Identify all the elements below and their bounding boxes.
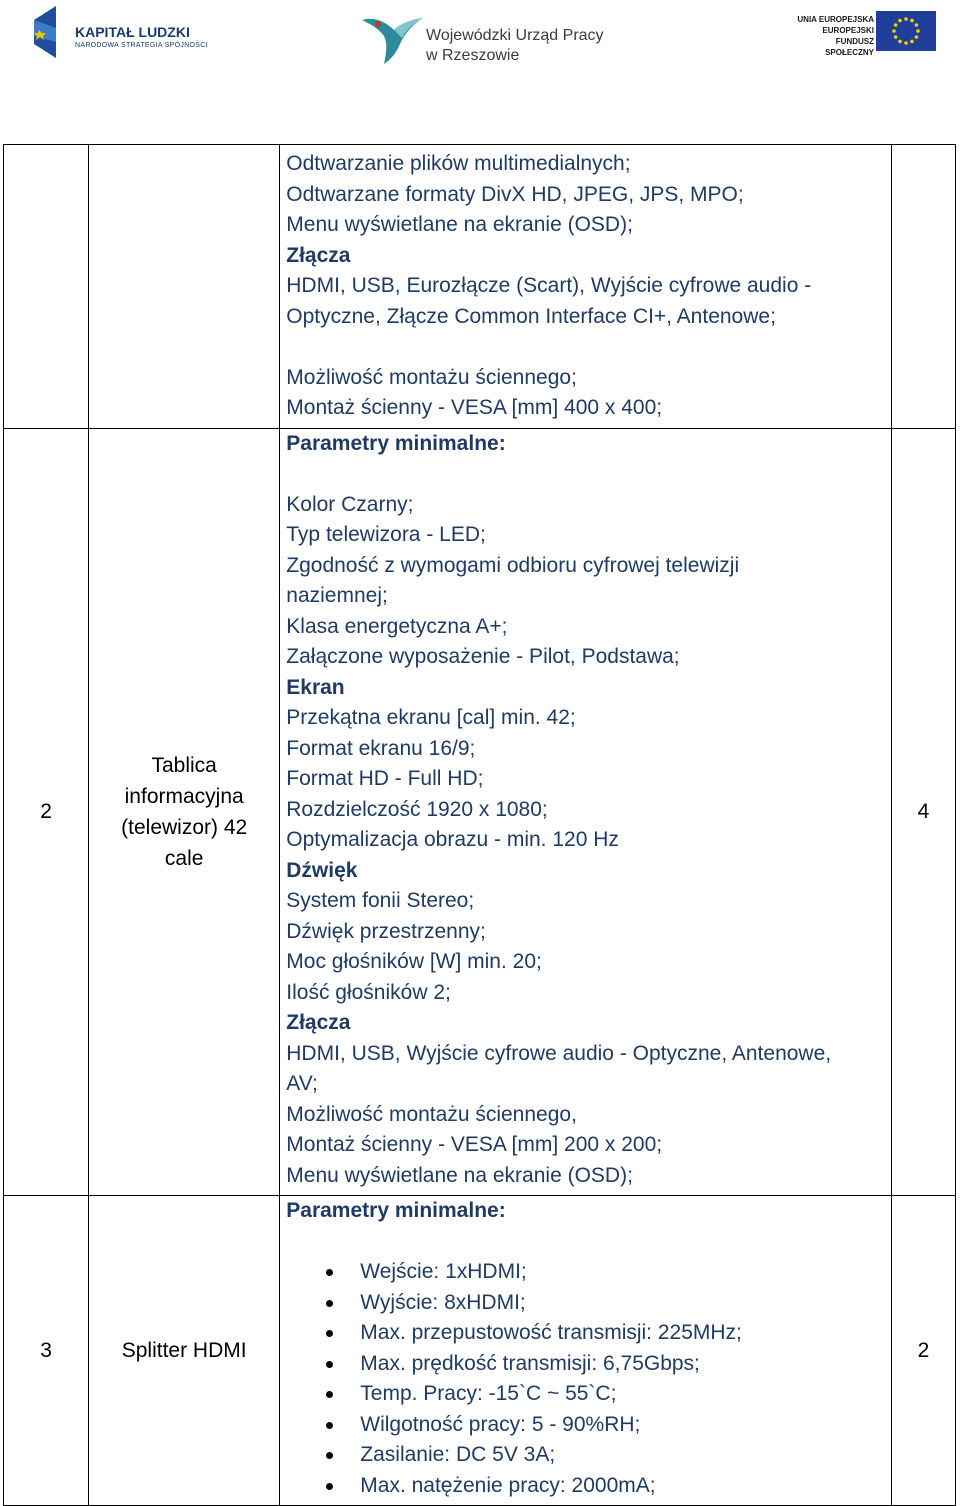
item-name-cell: Splitter HDMI xyxy=(89,1196,280,1506)
spec-line: Odtwarzanie plików multimedialnych; xyxy=(286,152,631,175)
wup-logo xyxy=(360,10,620,66)
eu-line2: EUROPEJSKI xyxy=(822,26,874,35)
spec-line: Format ekranu 16/9; xyxy=(286,736,476,760)
list-item: Max. prędkość transmisji: 6,75Gbps; xyxy=(286,1349,891,1380)
spec-line: Optymalizacja obrazu - min. 120 Hz xyxy=(286,828,619,851)
item-spec-cell xyxy=(280,145,892,429)
spec-line: Klasa energetyczna A+; xyxy=(286,614,508,638)
bird-icon xyxy=(360,10,424,64)
spec-line: Rozdzielczość 1920 x 1080; xyxy=(286,797,548,821)
list-item: Max. natężenie pracy: 2000mA; xyxy=(286,1471,891,1502)
spec-line: HDMI, USB, Wyjście cyfrowe audio - Optyczne, Antenowe, xyxy=(286,1041,832,1065)
spec-line: Menu wyświetlane na ekranie (OSD); xyxy=(286,213,633,236)
spec-line: Przekątna ekranu [cal] min. 42; xyxy=(286,706,576,729)
eu-line1: UNIA EUROPEJSKA xyxy=(797,15,874,24)
spec-section-heading: Złącza xyxy=(286,1011,351,1034)
spec-line: Ilość głośników 2; xyxy=(286,980,451,1004)
item-spec-cell xyxy=(280,1196,892,1506)
spec-line: naziemnej; xyxy=(286,584,388,607)
spec-line: Optyczne, Złącze Common Interface CI+, Antenowe; xyxy=(286,304,776,328)
spec-line: System fonii Stereo; xyxy=(286,889,475,912)
list-item: Max. przepustowość transmisji: 225MHz; xyxy=(286,1318,891,1349)
table-row-splitter xyxy=(4,1196,956,1506)
spec-line: AV; xyxy=(286,1072,318,1095)
spec-section-heading: Ekran xyxy=(286,675,345,699)
list-item: Temp. Pracy: -15`C ~ 55`C; xyxy=(286,1379,891,1410)
row-number-cell: 3 xyxy=(4,1196,89,1506)
kapital-ludzki-emblem-icon xyxy=(30,6,70,62)
kapital-ludzki-logo xyxy=(30,6,208,66)
list-item: Wyjście: 8xHDMI; xyxy=(286,1288,891,1319)
spec-line: Montaż ścienny - VESA [mm] 200 x 200; xyxy=(286,1133,663,1156)
list-item: Zasilanie: DC 5V 3A; xyxy=(286,1440,891,1471)
spec-line: Dźwięk przestrzenny; xyxy=(286,919,486,943)
kapital-ludzki-title: KAPITAŁ LUDZKI xyxy=(75,24,190,40)
spec-line: Możliwość montażu ściennego; xyxy=(286,365,577,389)
kapital-ludzki-subtitle: NARODOWA STRATEGIA SPÓJNOŚCI xyxy=(75,42,208,49)
item-name-cell: Tablica informacyjna (telewizor) 42 cale xyxy=(89,428,280,1196)
spec-line: HDMI, USB, Eurozłącze (Scart), Wyjście cyfrowe audio - xyxy=(286,274,812,297)
quantity-cell: 4 xyxy=(891,428,955,1196)
list-item: Wejście: 1xHDMI; xyxy=(286,1257,891,1288)
spec-section-heading: Złącza xyxy=(286,243,351,267)
spec-line: Załączone wyposażenie - Pilot, Podstawa; xyxy=(286,645,680,668)
quantity-cell: 2 xyxy=(891,1196,955,1506)
specification-table xyxy=(3,144,956,1506)
item-name-cell xyxy=(89,145,280,429)
spec-line: Moc głośników [W] min. 20; xyxy=(286,950,542,973)
spec-heading: Parametry minimalne: xyxy=(286,431,506,455)
list-item: Wilgotność pracy: 5 - 90%RH; xyxy=(286,1410,891,1441)
spec-heading: Parametry minimalne: xyxy=(286,1199,506,1222)
row-number-cell xyxy=(4,145,89,429)
spec-line: Montaż ścienny - VESA [mm] 400 x 400; xyxy=(286,396,663,419)
wup-name-line2: w Rzeszowie xyxy=(426,47,520,64)
table-row-tv xyxy=(4,428,956,1196)
item-spec-cell xyxy=(280,428,892,1196)
spec-line: Odtwarzane formaty DivX HD, JPEG, JPS, MPO; xyxy=(286,182,744,206)
spec-line: Kolor Czarny; xyxy=(286,492,414,516)
spec-bullet-list xyxy=(286,1257,891,1501)
spec-line: Zgodność z wymogami odbioru cyfrowej telewizji xyxy=(286,553,740,577)
wup-name-line1: Wojewódzki Urząd Pracy xyxy=(426,27,604,44)
quantity-cell xyxy=(891,145,955,429)
spec-line: Menu wyświetlane na ekranie (OSD); xyxy=(286,1163,633,1187)
spec-line: Możliwość montażu ściennego, xyxy=(286,1102,577,1126)
spec-line: Format HD - Full HD; xyxy=(286,767,484,790)
table-row-continuation xyxy=(4,145,956,429)
eu-logo xyxy=(788,14,938,60)
eu-line3: FUNDUSZ SPOŁECZNY xyxy=(825,37,874,57)
header-logos xyxy=(0,0,960,80)
spec-section-heading: Dźwięk xyxy=(286,858,358,882)
spec-line: Typ telewizora - LED; xyxy=(286,523,486,546)
row-number-cell: 2 xyxy=(4,428,89,1196)
eu-flag-icon xyxy=(876,11,936,51)
